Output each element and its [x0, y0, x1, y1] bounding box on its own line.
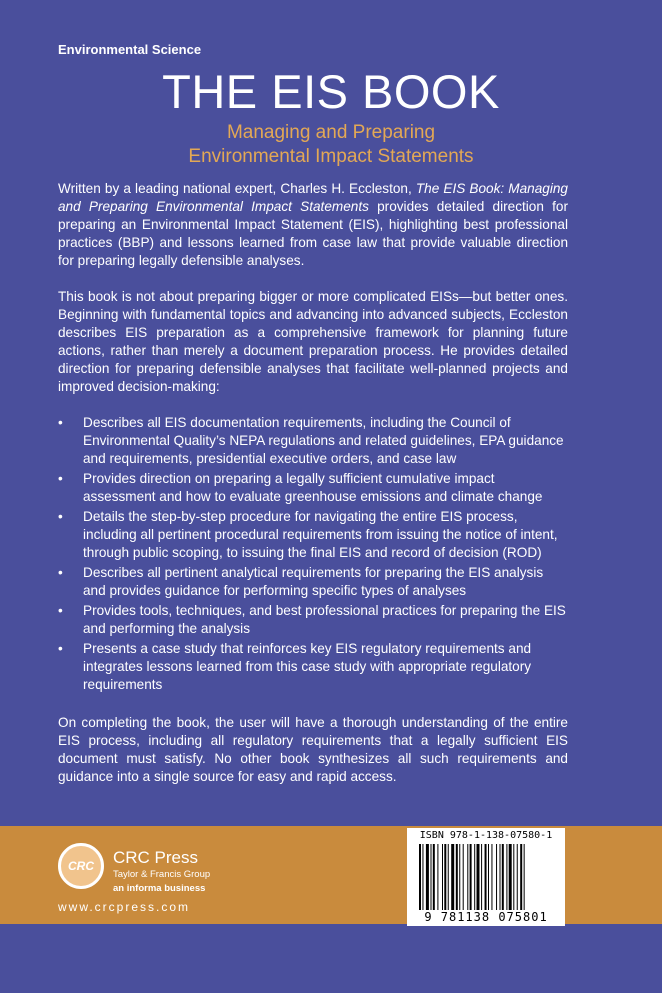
isbn-barcode — [407, 828, 565, 926]
website-link[interactable]: www.crcpress.com — [58, 900, 191, 914]
barcode-bar — [520, 844, 522, 910]
barcode-bar — [485, 844, 487, 910]
intro-text-b: provides detailed direction for preparing an Environmental Impact Statement (EIS), highlighting best professional practices (BBP) and lessons learned from case law that provide valuable direction for preparing legally defensible analyses. — [58, 199, 568, 268]
barcode-bar — [474, 844, 475, 910]
barcode-bar — [422, 844, 423, 910]
publisher-group: Taylor & Francis Group — [113, 869, 211, 880]
barcode-bar — [491, 844, 492, 910]
list-item: • Describes all EIS documentation requirements, including the Council of Environmental Quality’s NEPA regulations and related guidelines, EPA guidance and requirements, presidential executive orders, and case law — [58, 415, 564, 466]
barcode-bar — [448, 844, 449, 910]
closing-paragraph: On completing the book, the user will have a thorough understanding of the entire EIS process, including all regulatory requirements that a legally sufficient EIS document must satisfy. No other book synthesizes all such requirements and guidance into a single source for easy and rapid access. — [58, 715, 568, 784]
bullet-icon: • — [58, 641, 63, 656]
barcode-bar — [442, 844, 443, 910]
barcode-bar — [506, 844, 507, 910]
list-item: • Presents a case study that reinforces key EIS regulatory requirements and integrates lessons learned from this case study with appropriate regulatory requirements — [58, 641, 532, 692]
subtitle-line-2: Environmental Impact Statements — [188, 146, 474, 167]
list-item: • Provides direction on preparing a legally sufficient cumulative impact assessment and how to evaluate greenhouse emissions and climate change — [58, 471, 543, 504]
intro-paragraph — [58, 180, 568, 270]
list-item: • Details the step-by-step procedure for navigating the entire EIS process, including all pertinent procedural requirements from issuing the notice of intent, through public scoping, to issuing the final EIS and record of decision (ROD) — [58, 509, 558, 560]
bullet-icon: • — [58, 565, 63, 580]
isbn-label: ISBN 978-1-138-07580-1 — [419, 830, 553, 841]
barcode-bar — [467, 844, 468, 910]
bullet-icon: • — [58, 509, 63, 524]
barcode-bar — [517, 844, 518, 910]
barcode-bar — [433, 844, 435, 910]
barcode-bar — [500, 844, 501, 910]
barcode-bar — [477, 844, 480, 910]
barcode-bar — [459, 844, 460, 910]
crc-logo-icon — [58, 843, 104, 889]
barcode-bar — [509, 844, 512, 910]
overview-paragraph: This book is not about preparing bigger or more complicated EISs—but better ones. Beginning with fundamental topics and advancing into advanced subjects, Eccleston describes EIS preparation as a comprehensive framework for planning future actions, rather than merely a document preparation process. He provides detailed direction for preparing defensible analyses that facilitate well-planned projects and improved decision-making: — [58, 289, 568, 394]
intro-book-title: The EIS Book: Managing and Preparing Environmental Impact Statements — [58, 181, 568, 214]
bullet-icon: • — [58, 415, 63, 430]
barcode-bar — [444, 844, 446, 910]
barcode-bar — [496, 844, 497, 910]
feature-list — [58, 414, 568, 694]
barcode-bar — [437, 844, 438, 910]
barcode-bar — [502, 844, 504, 910]
category-label: Environmental Science — [58, 42, 202, 57]
barcode-bar — [488, 844, 489, 910]
intro-text-a: Written by a leading national expert, Charles H. Eccleston, — [58, 181, 416, 196]
subtitle-line-1: Managing and Preparing — [226, 122, 436, 143]
list-item: • Provides tools, techniques, and best professional practices for preparing the EIS and performing the analysis — [58, 603, 566, 636]
barcode-bar — [470, 844, 472, 910]
bullet-icon: • — [58, 471, 63, 486]
description — [58, 180, 568, 804]
logo-text: CRC — [68, 859, 94, 873]
barcode-bar — [481, 844, 482, 910]
barcode-bar — [456, 844, 458, 910]
list-item: • Describes all pertinent analytical requirements for preparing the EIS analysis and provides guidance for performing specific types of analyses — [58, 565, 544, 598]
barcode-digits: 9 781138 075801 — [424, 910, 548, 924]
barcode-bar — [513, 844, 514, 910]
bullet-icon: • — [58, 603, 63, 618]
barcode-bar — [451, 844, 454, 910]
publisher-name: CRC Press — [113, 848, 199, 867]
barcode-icon — [419, 844, 559, 910]
barcode-bar — [524, 844, 525, 910]
book-title: THE EIS BOOK — [162, 65, 500, 118]
barcode-bar — [463, 844, 464, 910]
barcode-bar — [431, 844, 432, 910]
barcode-bar — [419, 844, 421, 910]
book-subtitle — [0, 121, 662, 169]
publisher-tagline: an informa business — [113, 883, 206, 894]
barcode-bar — [426, 844, 429, 910]
